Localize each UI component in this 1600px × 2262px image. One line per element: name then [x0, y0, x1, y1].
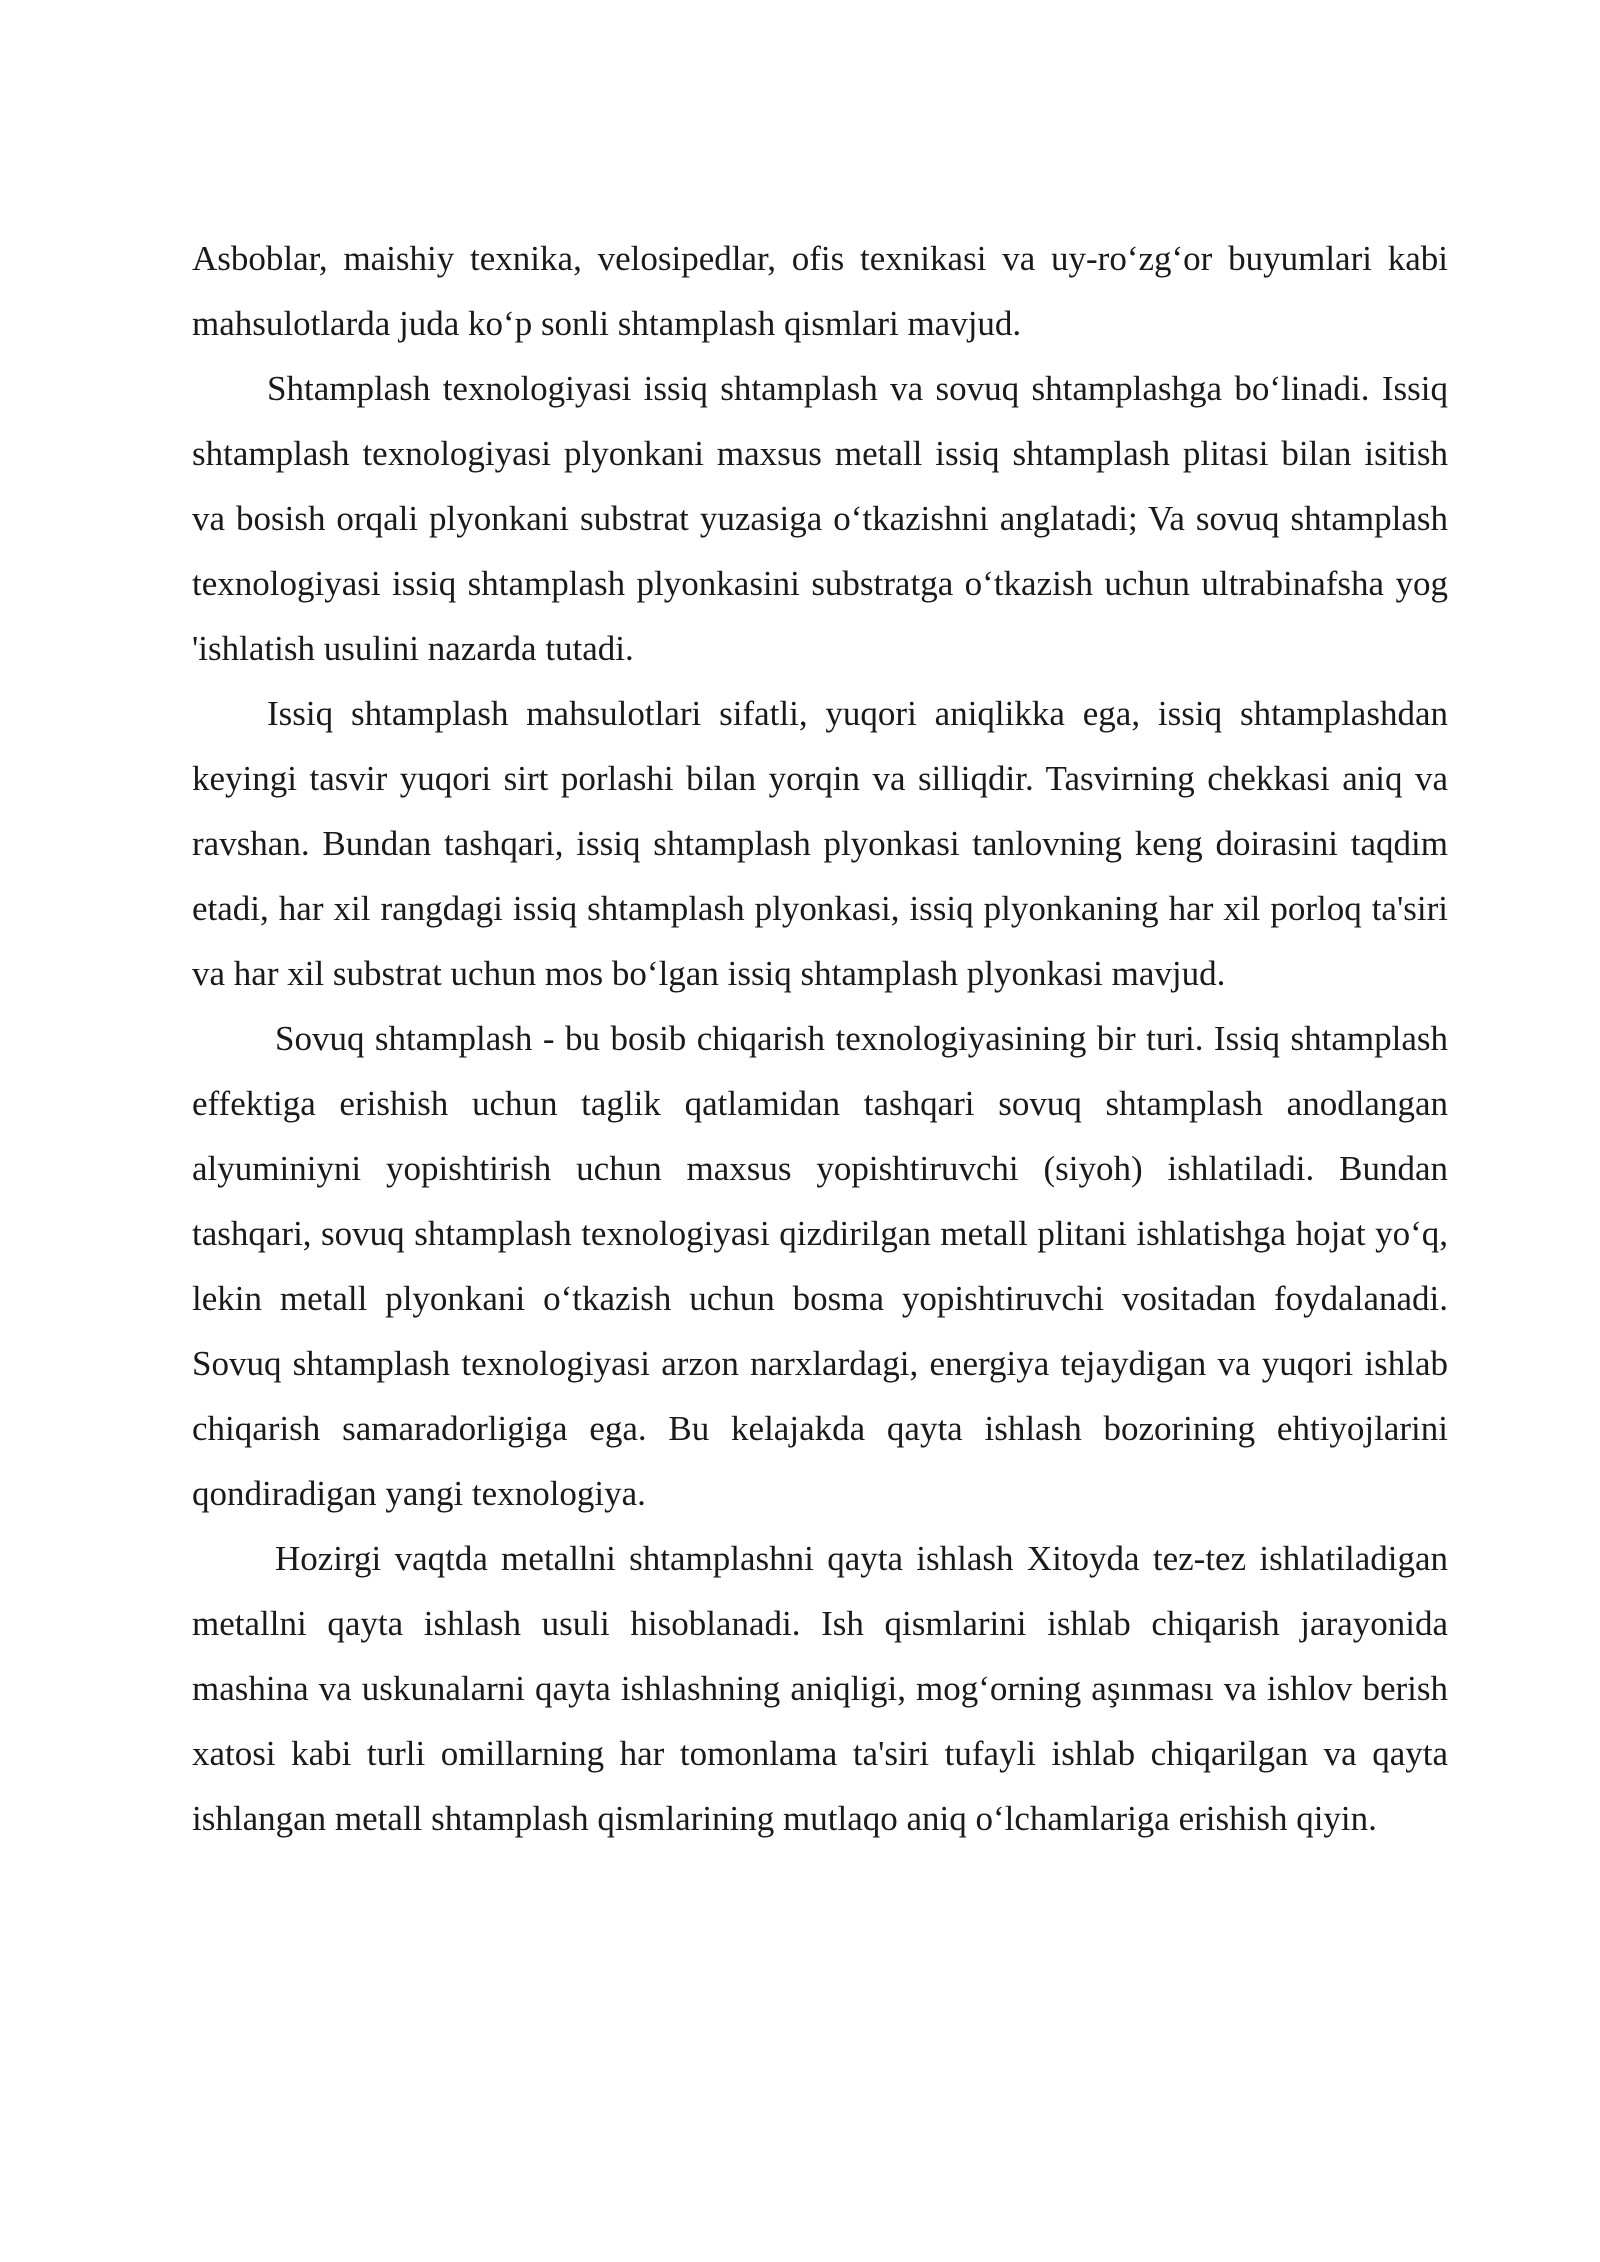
paragraph-3: Issiq shtamplash mahsulotlari sifatli, yuqori aniqlikka ega, issiq shtamplashdan keyingi tasvir yuqori sirt porlashi bilan yorqin va silliqdir. Tasvirning chekkasi aniq va ravshan. Bundan tashqari, issiq shtamplash plyonkasi tanlovning keng doirasini taqdim etadi, har xil rangdagi issiq shtamplash plyonkasi, issiq plyonkaning har xil porloq ta'siri va har xil substrat uchun mos bo‘lgan issiq shtamplash plyonkasi mavjud. [192, 694, 1448, 993]
paragraph-1: Asboblar, maishiy texnika, velosipedlar, ofis texnikasi va uy-ro‘zg‘or buyumlari kabi mahsulotlarda juda ko‘p sonli shtamplash qismlari mavjud. [192, 239, 1448, 343]
body-text [192, 226, 1448, 1851]
paragraph-4: Sovuq shtamplash - bu bosib chiqarish texnologiyasining bir turi. Issiq shtamplash effektiga erishish uchun taglik qatlamidan tashqari sovuq shtamplash anodlangan alyuminiyni yopishtirish uchun maxsus yopishtiruvchi (siyoh) ishlatiladi. Bundan tashqari, sovuq shtamplash texnologiyasi qizdirilgan metall plitani ishlatishga hojat yo‘q, lekin metall plyonkani o‘tkazish uchun bosma yopishtiruvchi vositadan foydalanadi. Sovuq shtamplash texnologiyasi arzon narxlardagi, energiya tejaydigan va yuqori ishlab chiqarish samaradorligiga ega. Bu kelajakda qayta ishlash bozorining ehtiyojlarini qondiradigan yangi texnologiya. [192, 1019, 1448, 1513]
paragraph-2: Shtamplash texnologiyasi issiq shtamplash va sovuq shtamplashga bo‘linadi. Issiq shtamplash texnologiyasi plyonkani maxsus metall issiq shtamplash plitasi bilan isitish va bosish orqali plyonkani substrat yuzasiga o‘tkazishni anglatadi; Va sovuq shtamplash texnologiyasi issiq shtamplash plyonkasini substratga o‘tkazish uchun ultrabinafsha yog 'ishlatish usulini nazarda tutadi. [192, 369, 1448, 668]
paragraph-5: Hozirgi vaqtda metallni shtamplashni qayta ishlash Xitoyda tez-tez ishlatiladigan metallni qayta ishlash usuli hisoblanadi. Ish qismlarini ishlab chiqarish jarayonida mashina va uskunalarni qayta ishlashning aniqligi, mog‘orning aşınması va ishlov berish xatosi kabi turli omillarning har tomonlama ta'siri tufayli ishlab chiqarilgan va qayta ishlangan metall shtamplash qismlarining mutlaqo aniq o‘lchamlariga erishish qiyin. [192, 1539, 1448, 1838]
